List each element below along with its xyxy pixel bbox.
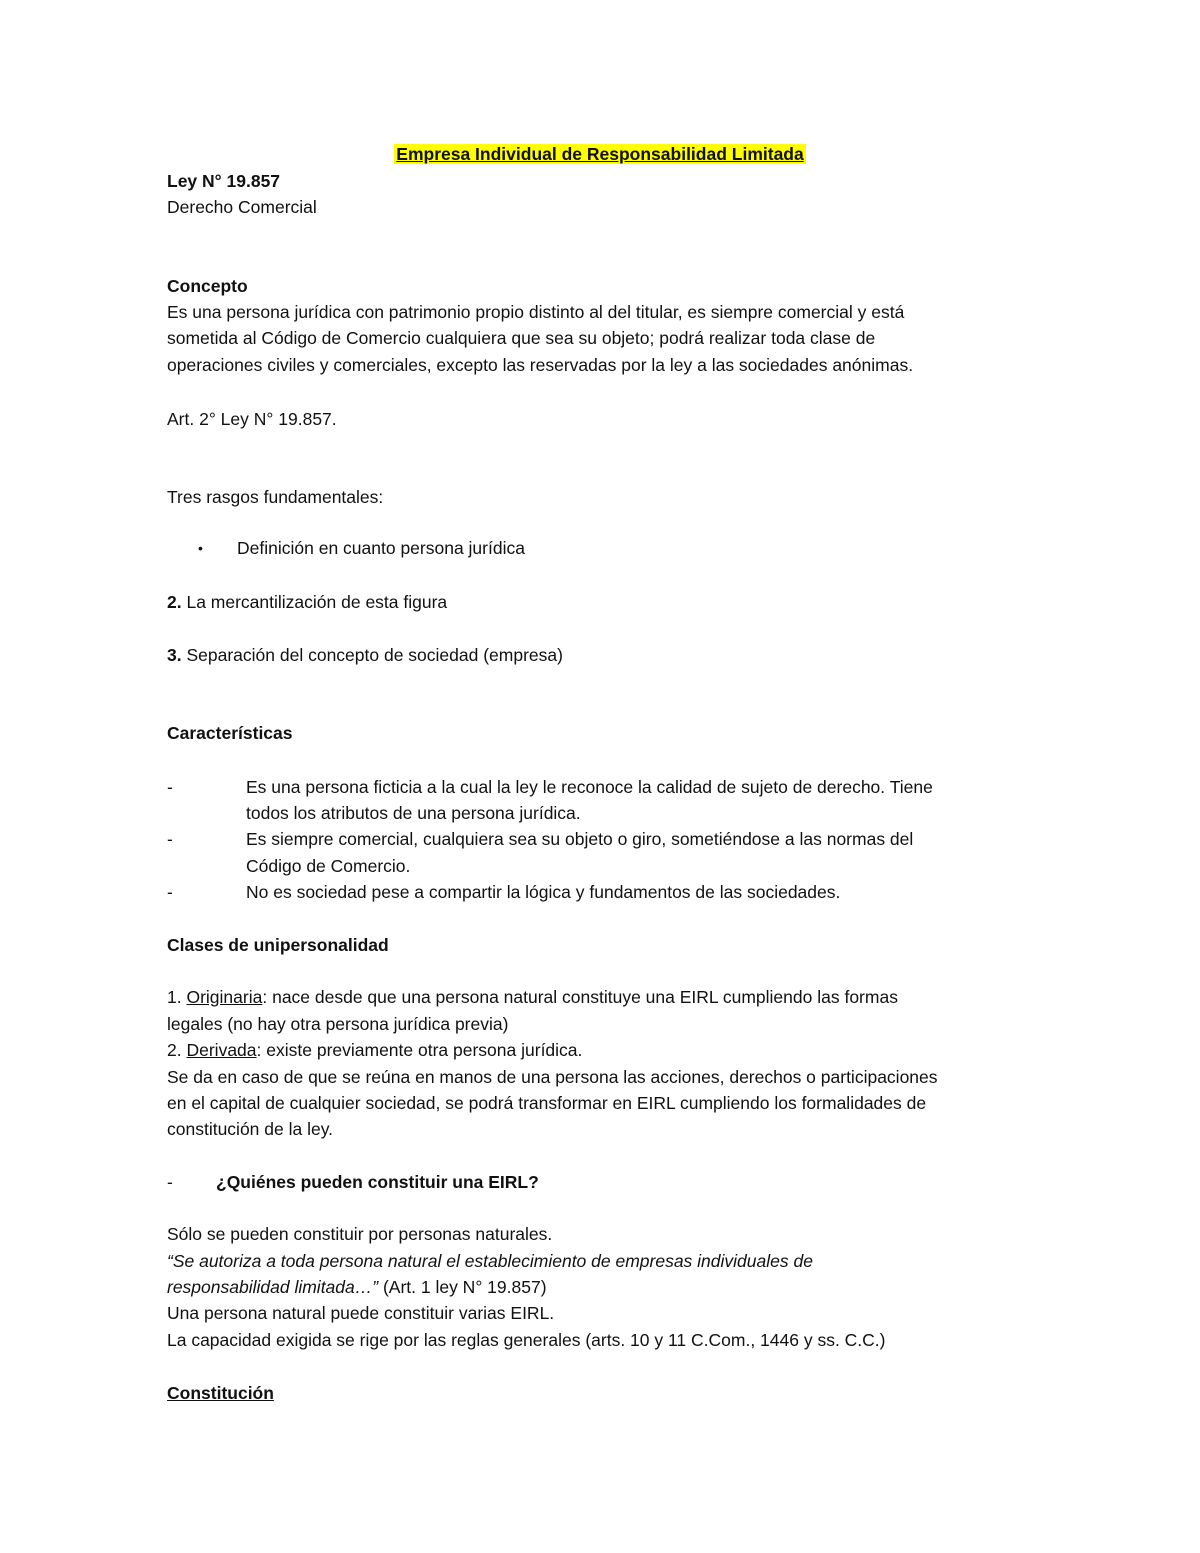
rasgos-heading: Tres rasgos fundamentales: — [167, 487, 384, 507]
clases-paragraph-line-1: Se da en caso de que se reúna en manos de una persona las acciones, derechos o participaciones — [167, 1067, 938, 1087]
caracteristica-1-line-1: Es una persona ficticia a la cual la ley le reconoce la calidad de sujeto de derecho. Tiene — [246, 777, 933, 797]
concepto-line-1: Es una persona jurídica con patrimonio propio distinto al del titular, es siempre comercial y está — [167, 302, 905, 322]
dash-marker: - — [167, 1172, 173, 1192]
clases-paragraph-line-2: en el capital de cualquier sociedad, se podrá transformar en EIRL cumpliendo los formalidades de — [167, 1093, 927, 1113]
bullet-icon: • — [198, 540, 203, 556]
law-number: Ley N° 19.857 — [167, 171, 281, 191]
quienes-question: ¿Quiénes pueden constituir una EIRL? — [216, 1172, 539, 1192]
rasgo-item-3-number: 3. — [167, 645, 182, 665]
clase-originaria-text: : nace desde que una persona natural constituye una EIRL cumpliendo las formas — [262, 987, 898, 1007]
clase-derivada-term: Derivada — [186, 1040, 257, 1060]
subject: Derecho Comercial — [167, 197, 317, 217]
document-title: Empresa Individual de Responsabilidad Limitada — [396, 144, 804, 164]
clase-derivada-text: : existe previamente otra persona jurídica. — [256, 1040, 583, 1060]
concepto-reference: Art. 2° Ley N° 19.857. — [167, 409, 337, 429]
clase-originaria-term: Originaria — [186, 987, 263, 1007]
quienes-quote-text: responsabilidad limitada…” — [167, 1277, 379, 1297]
rasgo-item-3-text: Separación del concepto de sociedad (empresa) — [181, 645, 563, 665]
clase-originaria-line-2: legales (no hay otra persona jurídica previa) — [167, 1014, 509, 1034]
rasgo-item-2 — [167, 589, 447, 615]
quienes-quote-reference: (Art. 1 ley N° 19.857) — [378, 1277, 547, 1297]
quienes-line-4: La capacidad exigida se rige por las reglas generales (arts. 10 y 11 C.Com., 1446 y ss. C.C.) — [167, 1330, 886, 1350]
dash-marker: - — [167, 882, 173, 902]
concepto-line-3: operaciones civiles y comerciales, excepto las reservadas por la ley a las sociedades anónimas. — [167, 355, 914, 375]
rasgo-item-1: Definición en cuanto persona jurídica — [237, 538, 525, 558]
quienes-line-3: Una persona natural puede constituir varias EIRL. — [167, 1303, 555, 1323]
concepto-heading: Concepto — [167, 276, 248, 296]
constitucion-heading: Constitución — [167, 1383, 274, 1403]
dash-marker: - — [167, 777, 173, 797]
rasgo-item-2-number: 2. — [167, 592, 182, 612]
clase-derivada-number: 2. — [167, 1040, 182, 1060]
caracteristica-1-line-2: todos los atributos de una persona jurídica. — [246, 803, 581, 823]
clase-originaria-number: 1. — [167, 987, 182, 1007]
caracteristica-2-line-2: Código de Comercio. — [246, 856, 411, 876]
clase-originaria-line-1 — [167, 984, 898, 1010]
rasgo-item-2-text: La mercantilización de esta figura — [181, 592, 448, 612]
concepto-line-2: sometida al Código de Comercio cualquiera que sea su objeto; podrá realizar toda clase de — [167, 328, 876, 348]
quienes-quote-line-2 — [167, 1274, 547, 1300]
quienes-quote-line-1: “Se autoriza a toda persona natural el establecimiento de empresas individuales de — [167, 1251, 813, 1271]
clase-derivada-line — [167, 1037, 582, 1063]
caracteristica-2-line-1: Es siempre comercial, cualquiera sea su objeto o giro, sometiéndose a las normas del — [246, 829, 914, 849]
clases-heading: Clases de unipersonalidad — [167, 935, 389, 955]
rasgo-item-3 — [167, 642, 563, 668]
dash-marker: - — [167, 829, 173, 849]
clases-paragraph-line-3: constitución de la ley. — [167, 1119, 334, 1139]
quienes-line-1: Sólo se pueden constituir por personas naturales. — [167, 1224, 553, 1244]
caracteristicas-heading: Características — [167, 723, 293, 743]
caracteristica-3-line-1: No es sociedad pese a compartir la lógica y fundamentos de las sociedades. — [246, 882, 841, 902]
